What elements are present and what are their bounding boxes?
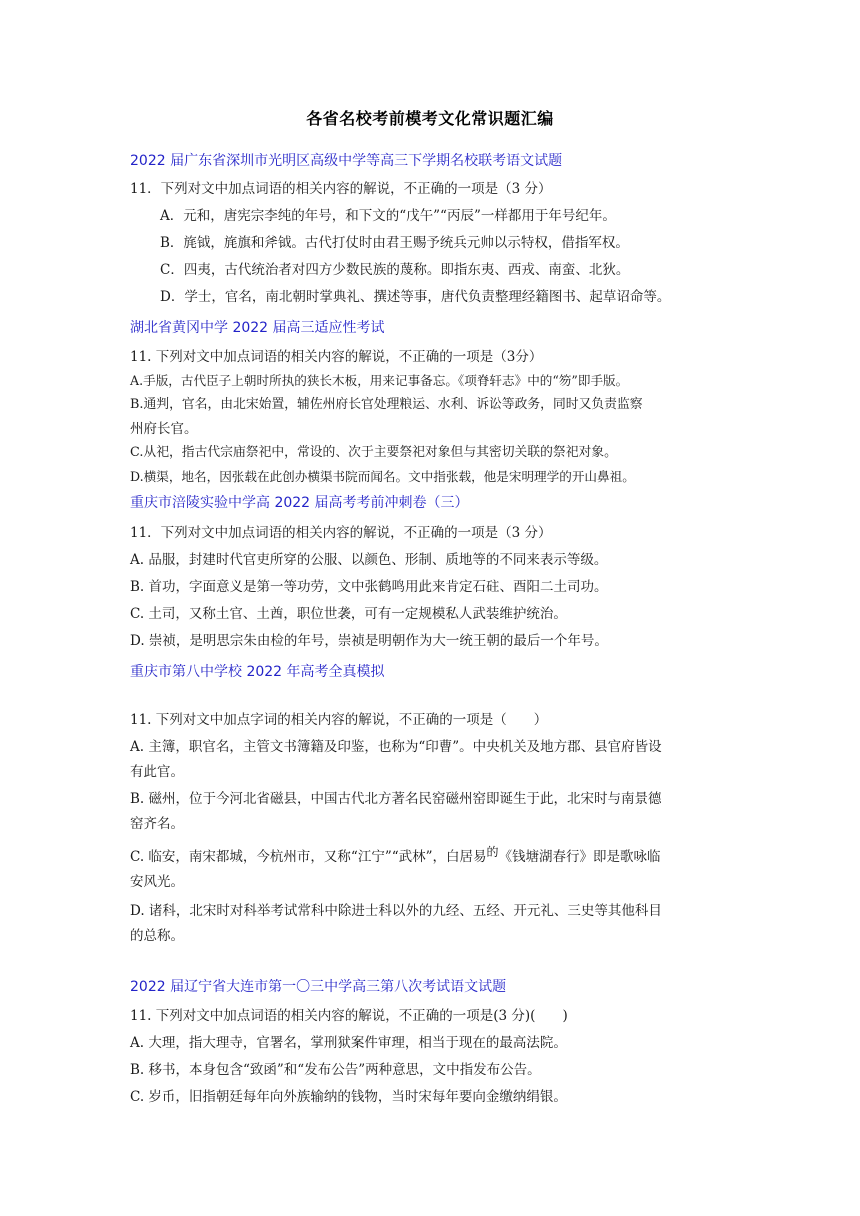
section-heading: 2022 届广东省深圳市光明区高级中学等高三下学期名校联考语文试题 xyxy=(130,153,563,169)
option-a: A. 品服，封建时代官吏所穿的公服、以颜色、形制、质地等的不同来表示等级。 xyxy=(130,552,608,568)
option-c: C. 土司，又称土官、土酋，职位世袭，可有一定规模私人武装维护统治。 xyxy=(130,606,567,622)
option-a: A．元和，唐宪宗李纯的年号，和下文的“戊午”“丙辰”一样都用于年号纪年。 xyxy=(160,208,616,224)
question-text: 11. 下列对文中加点词语的相关内容的解说，不正确的一项是(3 分)( ) xyxy=(130,1008,568,1024)
section-heading: 重庆市第八中学校 2022 年高考全真模拟 xyxy=(130,664,385,680)
option-b-continued: 窑齐名。 xyxy=(130,816,184,832)
option-c: C. 岁币，旧指朝廷每年向外族输纳的钱物，当时宋每年要向金缴纳绢银。 xyxy=(130,1089,567,1105)
option-a-continued: 有此官。 xyxy=(130,764,184,780)
option-c-text: C. 临安，南宋都城，今杭州市，又称“江宁”“武林”，白居易 xyxy=(130,849,487,865)
option-a: A.手版，古代臣子上朝时所执的狭长木板，用来记事备忘。《项脊轩志》中的“笏”即手版。 xyxy=(130,373,629,388)
option-c xyxy=(130,845,661,866)
option-a: A. 大理，指大理寺，官署名，掌刑狱案件审理，相当于现在的最高法院。 xyxy=(130,1035,567,1051)
section-heading: 重庆市涪陵实验中学高 2022 届高考考前冲刺卷（三） xyxy=(130,495,469,511)
option-a: A. 主簿，职官名，主管文书簿籍及印鉴，也称为“印曹”。中央机关及地方郡、县官府皆设 xyxy=(130,739,662,755)
option-d: D. 诸科，北宋时对科举考试常科中除进士科以外的九经、五经、开元礼、三史等其他科目 xyxy=(130,903,662,919)
option-b-continued: 州府长官。 xyxy=(130,421,198,437)
option-c-text-end: 《钱塘湖春行》即是歌咏临 xyxy=(498,849,661,865)
question-text: 11. 下列对文中加点字词的相关内容的解说，不正确的一项是（ ） xyxy=(130,712,548,728)
question-text: 11．下列对文中加点词语的相关内容的解说，不正确的一项是（3 分） xyxy=(130,525,552,541)
superscript-char: 的 xyxy=(486,845,499,859)
section-heading: 湖北省黄冈中学 2022 届高三适应性考试 xyxy=(130,320,385,336)
question-text: 11. 下列对文中加点词语的相关内容的解说，不正确的一项是（3分） xyxy=(130,349,543,365)
option-b: B.通判，官名，由北宋始置，辅佐州府长官处理粮运、水利、诉讼等政务，同时又负责监察 xyxy=(130,397,643,412)
option-b: B. 磁州，位于今河北省磁县，中国古代北方著名民窑磁州窑即诞生于此，北宋时与南景德 xyxy=(130,791,662,807)
option-d: D．学士，官名，南北朝时掌典礼、撰述等事，唐代负责整理经籍图书、起草诏命等。 xyxy=(160,289,671,305)
section-heading: 2022 届辽宁省大连市第一〇三中学高三第八次考试语文试题 xyxy=(130,979,507,995)
option-c-continued: 安风光。 xyxy=(130,874,184,890)
option-b: B．旄钺，旄旗和斧钺。古代打仗时由君王赐予统兵元帅以示特权，借指军权。 xyxy=(160,235,629,251)
option-c: C．四夷，古代统治者对四方少数民族的蔑称。即指东夷、西戎、南蛮、北狄。 xyxy=(160,262,630,278)
option-d-continued: 的总称。 xyxy=(130,928,184,944)
option-d: D.横渠，地名，因张载在此创办横渠书院而闻名。文中指张载，他是宋明理学的开山鼻祖。 xyxy=(130,469,635,484)
question-text: 11．下列对文中加点词语的相关内容的解说，不正确的一项是（3 分） xyxy=(130,181,552,197)
document-title: 各省名校考前模考文化常识题汇编 xyxy=(306,109,554,128)
option-d: D. 崇祯，是明思宗朱由检的年号，崇祯是明朝作为大一统王朝的最后一个年号。 xyxy=(130,633,608,649)
option-c: C.从祀，指古代宗庙祭祀中，常设的、次于主要祭祀对象但与其密切关联的祭祀对象。 xyxy=(130,445,617,460)
option-b: B. 首功，字面意义是第一等功劳，文中张鹤鸣用此来肯定石砫、酉阳二土司功。 xyxy=(130,579,608,595)
option-b: B. 移书，本身包含“致函”和“发布公告”两种意思，文中指发布公告。 xyxy=(130,1062,541,1078)
